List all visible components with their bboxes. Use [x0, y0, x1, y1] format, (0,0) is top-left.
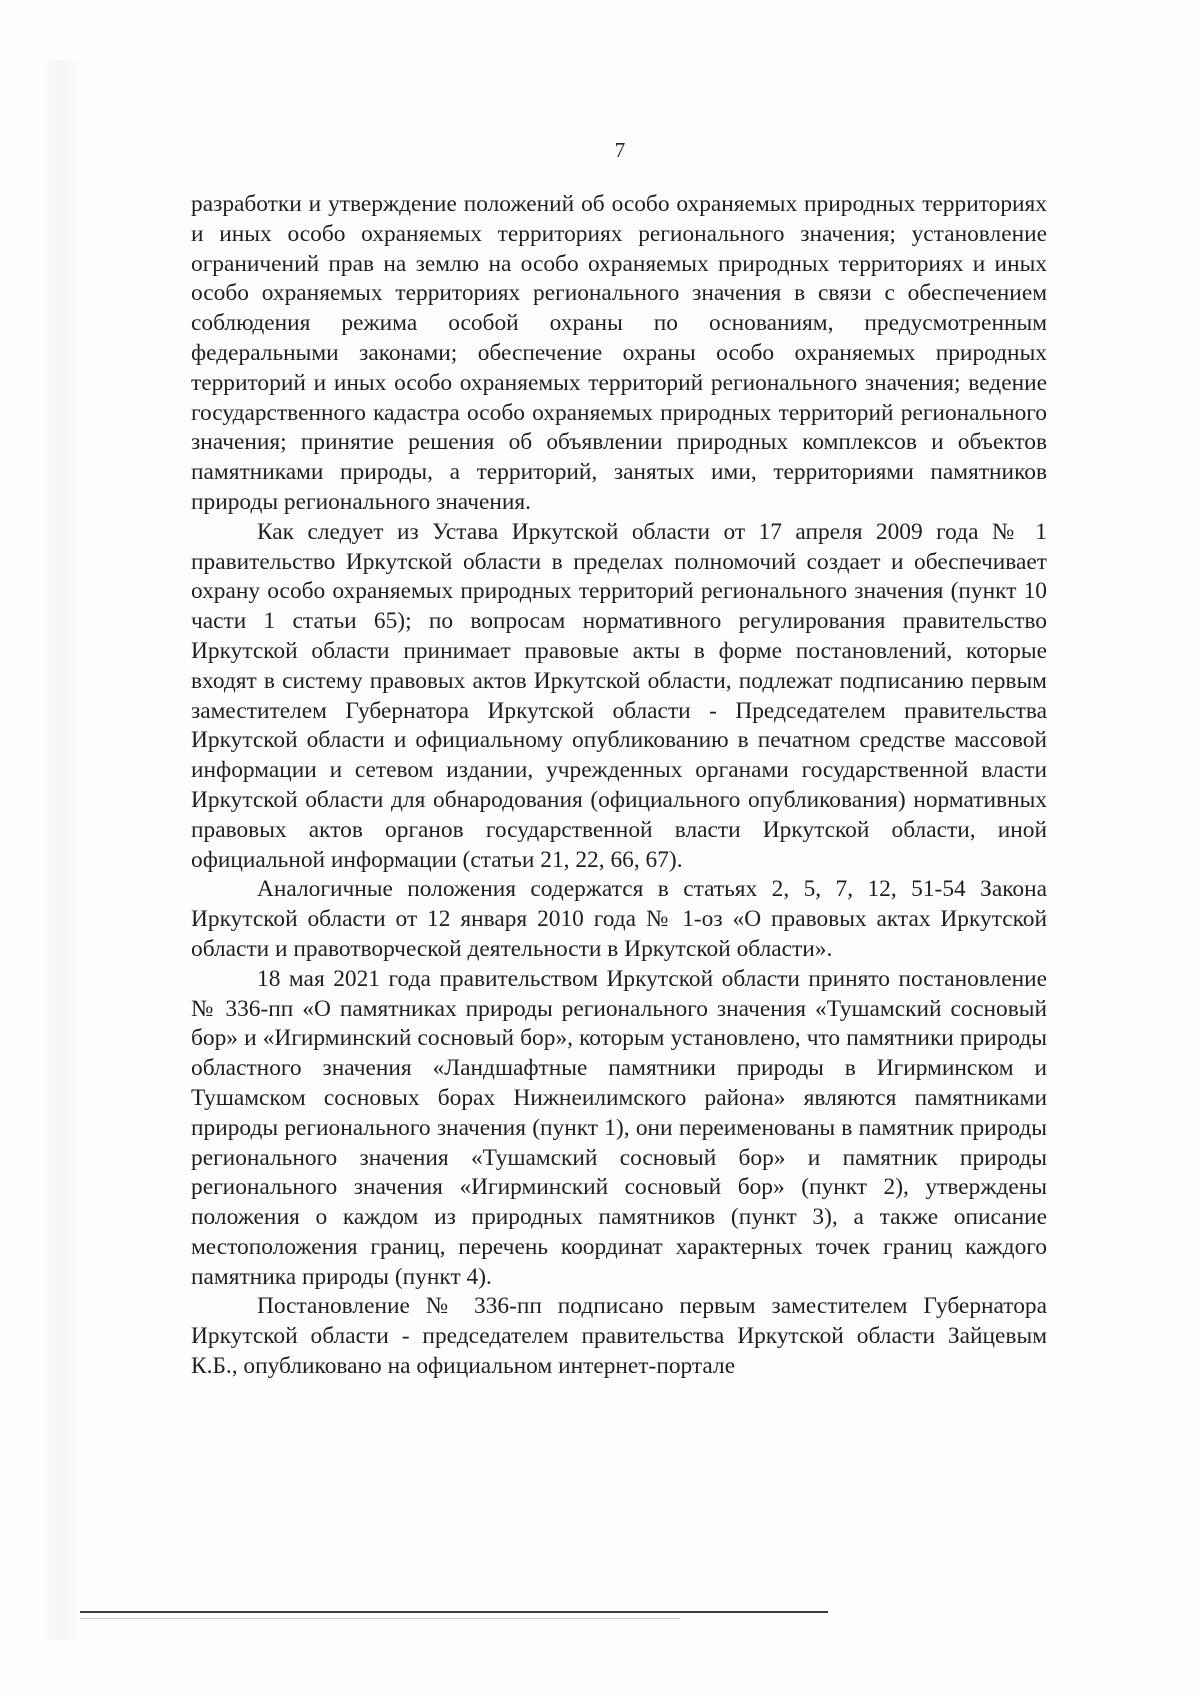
- page-number: 7: [614, 138, 626, 162]
- footer-rule-shadow: [80, 1618, 680, 1619]
- scan-shadow: [42, 60, 82, 1640]
- footer-rule: [80, 1611, 828, 1613]
- paragraph-1: разработки и утверждение положений об особо охраняемых природных территориях и иных особо охраняемых территориях регионального значения; установление ограничений прав на землю на особо охраняемых природных территориях и иных особо охраняемых территориях регионального значения в связи с обеспечением соблюдения режима особой охраны по основаниям, предусмотренным федеральными законами; обеспечение охраны особо охраняемых природных территорий и иных особо охраняемых территорий регионального значения; ведение государственного кадастра особо охраняемых природных территорий регионального значения; принятие решения об объявлении природных комплексов и объектов памятниками природы, а территорий, занятых ими, территориями памятников природы регионального значения.: [191, 191, 1047, 515]
- document-body: [191, 190, 1047, 1382]
- paragraph-2: Как следует из Устава Иркутской области от 17 апреля 2009 года № 1 правительство Иркутской области в пределах полномочий создает и обеспечивает охрану особо охраняемых природных территорий регионального значения (пункт 10 части 1 статьи 65); по вопросам нормативного регулирования правительство Иркутской области принимает правовые акты в форме постановлений, которые входят в систему правовых актов Иркутской области, подлежат подписанию первым заместителем Губернатора Иркутской области - Председателем правительства Иркутской области и официальному опубликованию в печатном средстве массовой информации и сетевом издании, учрежденных органами государственной власти Иркутской области для обнародования (официального опубликования) нормативных правовых актов органов государственной власти Иркутской области, иной официальной информации (статьи 21, 22, 66, 67).: [191, 518, 1047, 873]
- paragraph-4: 18 мая 2021 года правительством Иркутской области принято постановление № 336-пп «О памятниках природы регионального значения «Тушамский сосновый бор» и «Игирминский сосновый бор», которым установлено, что памятники природы областного значения «Ландшафтные памятники природы в Игирминском и Тушамском сосновых борах Нижнеилимского района» являются памятниками природы регионального значения (пункт 1), они переименованы в памятник природы регионального значения «Тушамский сосновый бор» и памятник природы регионального значения «Игирминский сосновый бор» (пункт 2), утверждены положения о каждом из природных памятников (пункт 3), а также описание местоположения границ, перечень координат характерных точек границ каждого памятника природы (пункт 4).: [191, 965, 1047, 1290]
- paragraph-5: Постановление № 336-пп подписано первым заместителем Губернатора Иркутской области - председателем правительства Иркутской области Зайцевым К.Б., опубликовано на официальном интернет-портале: [191, 1293, 1047, 1380]
- paragraph-3: Аналогичные положения содержатся в статьях 2, 5, 7, 12, 51-54 Закона Иркутской области от 12 января 2010 года № 1-оз «О правовых актах Иркутской области и правотворческой деятельности в Иркутской области».: [191, 876, 1047, 962]
